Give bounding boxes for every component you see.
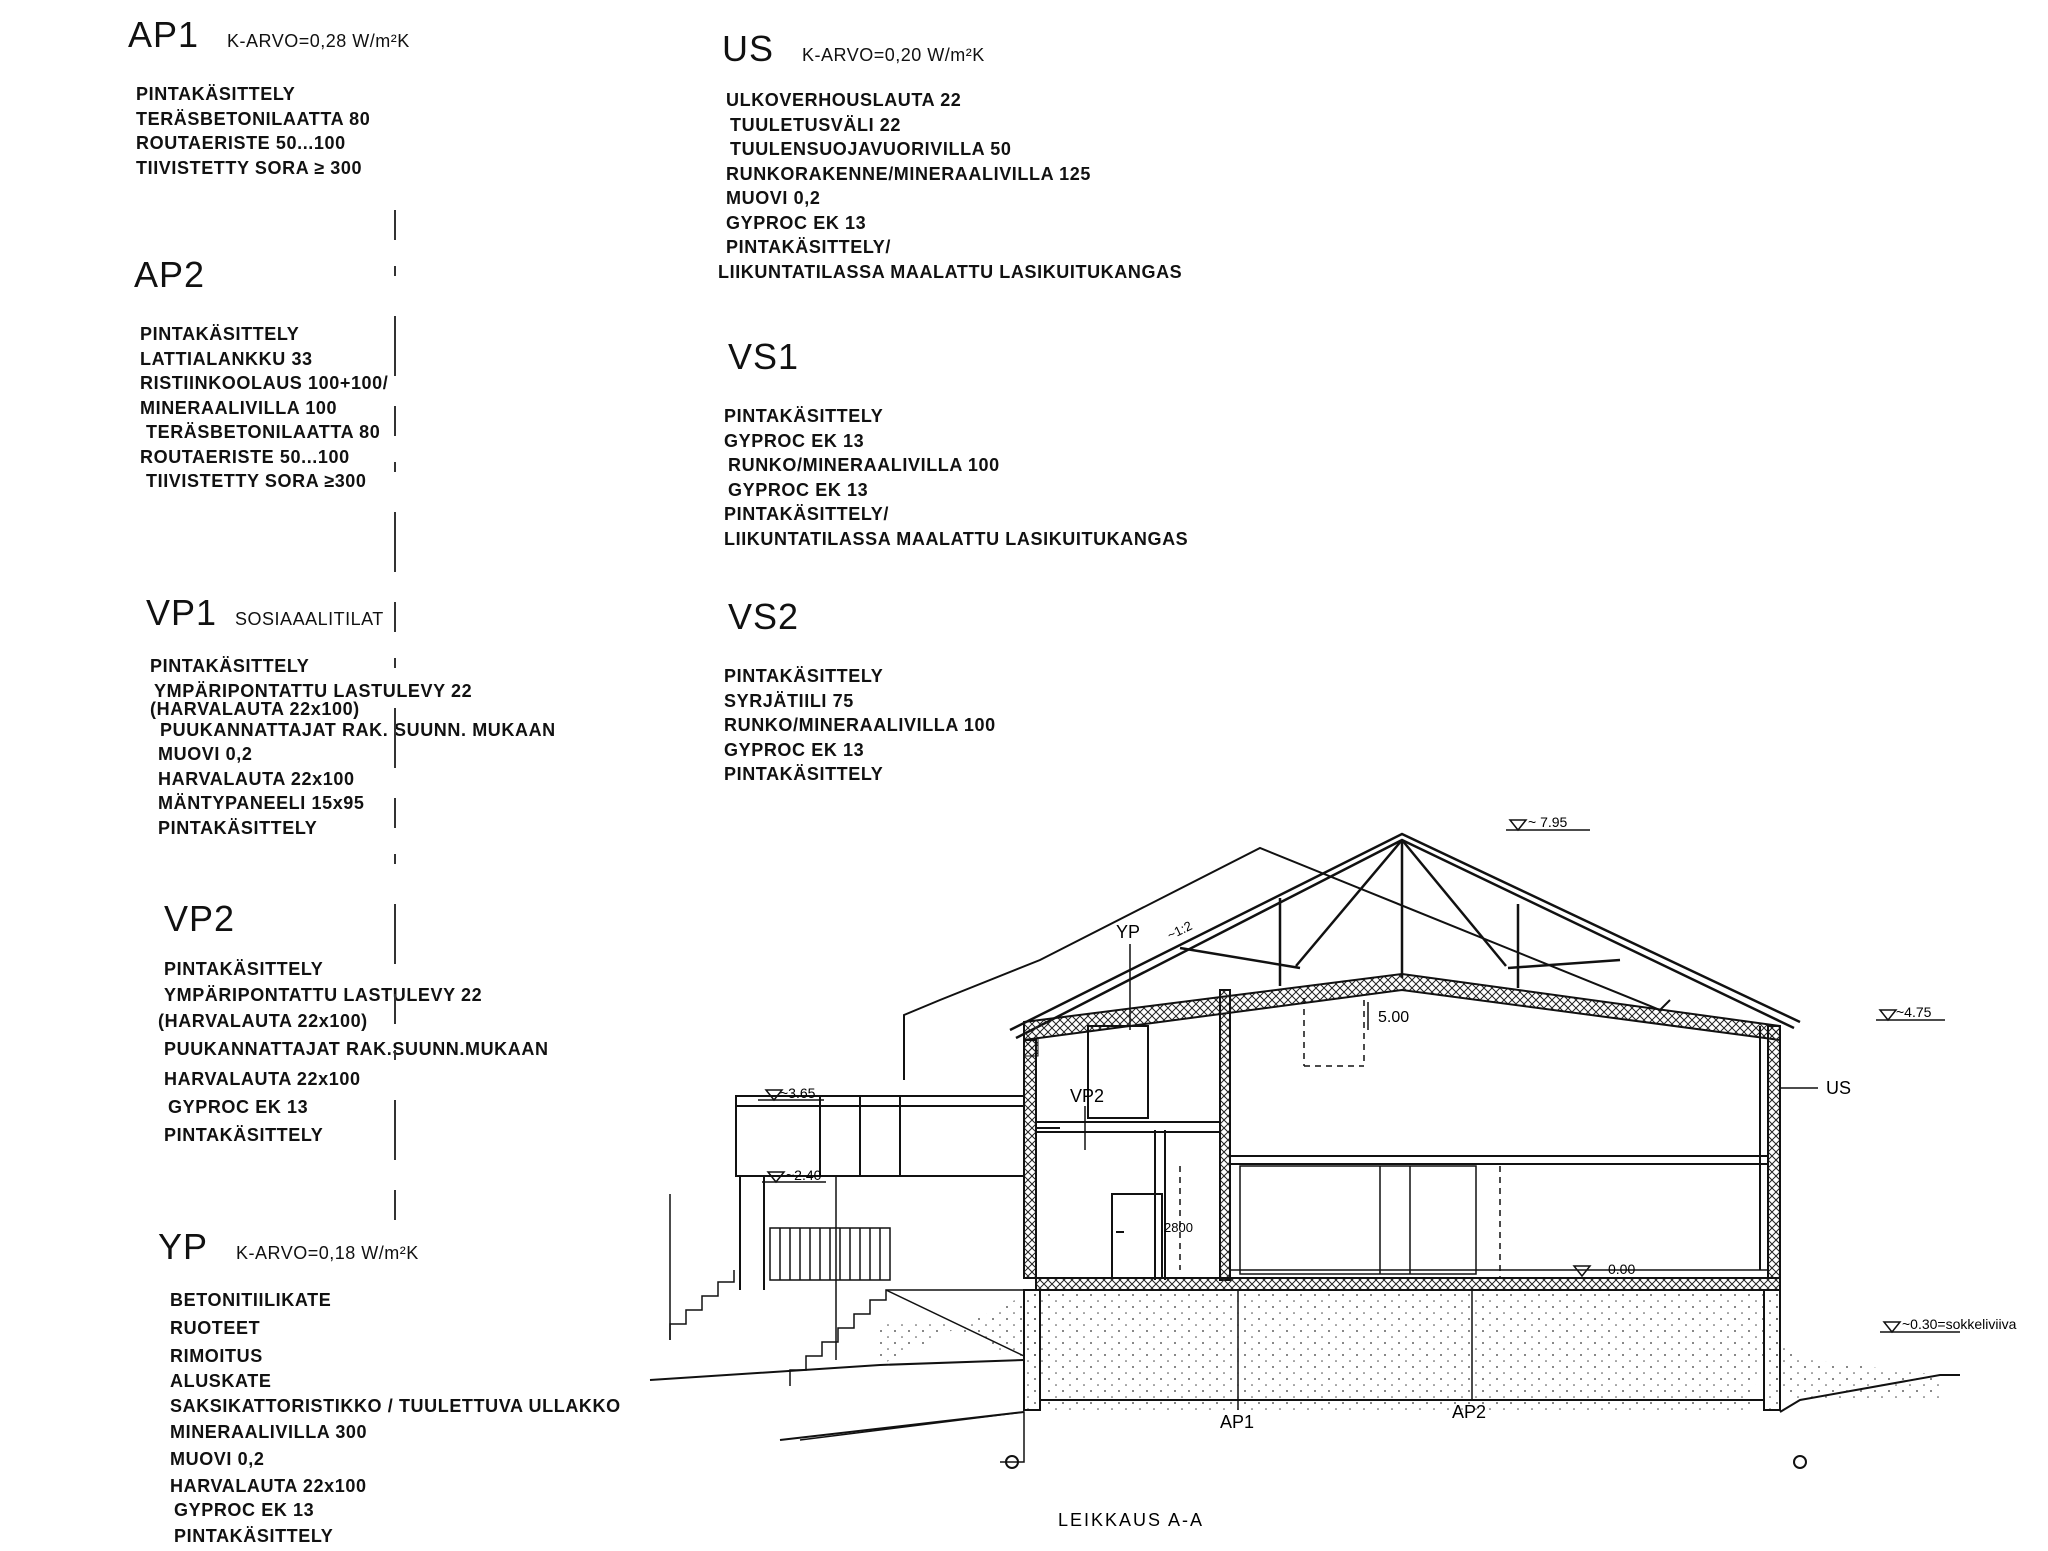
layer-line: (HARVALAUTA 22x100): [150, 699, 360, 719]
k-value: K-ARVO=0,18 W/m²K: [236, 1243, 419, 1263]
layer-list: [170, 1286, 621, 1551]
level-eave-text: ~4.75: [1896, 1004, 1932, 1020]
block-vs1: [724, 336, 1189, 551]
layer-list: [136, 82, 410, 180]
layer-line: YMPÄRIPONTATTU LASTULEVY 22: [154, 680, 473, 701]
layer-line: PINTAKÄSITTELY: [136, 84, 296, 104]
block-code: YP: [158, 1226, 209, 1267]
layer-line: RUOTEET: [170, 1318, 261, 1338]
layer-line: RUNKO/MINERAALIVILLA 100: [724, 715, 996, 735]
large-window: [1240, 1166, 1476, 1274]
layer-line: MUOVI 0,2: [158, 744, 253, 764]
block-ap1: [128, 14, 410, 180]
layer-line: SAKSIKATTORISTIKKO / TUULETTUVA ULLAKKO: [170, 1396, 621, 1416]
layer-line: MINERAALIVILLA 300: [170, 1422, 368, 1442]
block-code: AP1: [128, 14, 200, 55]
interior-wall-1: [1220, 990, 1230, 1280]
layer-line: HARVALAUTA 22x100: [164, 1069, 361, 1089]
building-section: [640, 800, 2017, 1540]
layer-line: PINTAKÄSITTELY: [140, 324, 300, 344]
label-yp: YP: [1116, 922, 1141, 942]
column-divider: [385, 210, 405, 1220]
block-vp1: [146, 592, 556, 840]
layer-line: TUULENSUOJAVUORIVILLA 50: [730, 139, 1012, 159]
layer-line: ALUSKATE: [170, 1371, 272, 1391]
layer-line: YMPÄRIPONTATTU LASTULEVY 22: [164, 985, 483, 1005]
level-mark-ridge: [1506, 814, 1590, 830]
level-floor-text: 0.00: [1608, 1261, 1636, 1277]
block-code: AP2: [134, 254, 206, 295]
layer-line: (HARVALAUTA 22x100): [158, 1011, 368, 1031]
layer-line: MÄNTYPANEELI 15x95: [158, 793, 365, 813]
drainage-left: [800, 1412, 1024, 1462]
layer-line: ULKOVERHOUSLAUTA 22: [726, 90, 962, 110]
level-ridge-text: ~ 7.95: [1528, 814, 1568, 830]
layer-line: MUOVI 0,2: [726, 188, 821, 208]
k-value: K-ARVO=0,20 W/m²K: [802, 45, 985, 65]
layer-list: [150, 654, 556, 840]
block-code: VS1: [728, 336, 800, 377]
label-vp2: VP2: [1070, 1086, 1105, 1106]
level-mark-eave: [1876, 1004, 1945, 1020]
left-footing: [1024, 1290, 1040, 1410]
layer-line: HARVALAUTA 22x100: [170, 1476, 367, 1496]
layer-line: PINTAKÄSITTELY: [724, 406, 884, 426]
level-mark-left-upper: [758, 1085, 824, 1101]
layer-line: PINTAKÄSITTELY/: [724, 504, 890, 524]
layer-line: PUUKANNATTAJAT RAK. SUUNN. MUKAAN: [160, 719, 556, 740]
layer-list: [140, 322, 388, 494]
layer-line: BETONITIILIKATE: [170, 1290, 332, 1310]
layer-line: GYPROC EK 13: [726, 212, 867, 233]
level-plinth-text: ~0.30=sokkeliviiva: [1902, 1316, 2017, 1332]
block-code: US: [722, 28, 775, 69]
block-code: VP2: [164, 898, 236, 939]
right-footing: [1764, 1290, 1780, 1410]
block-code: VS2: [728, 596, 800, 637]
layer-line: PUUKANNATTAJAT RAK.SUUNN.MUKAAN: [164, 1039, 549, 1059]
level-left-upper-text: ~3.65: [780, 1085, 816, 1101]
label-roof-slope: ~1:2: [1164, 917, 1195, 943]
layer-line: TUULETUSVÄLI 22: [730, 114, 902, 135]
layer-list: [718, 88, 1183, 284]
layer-line: PINTAKÄSITTELY/: [726, 237, 892, 257]
block-yp: [158, 1226, 621, 1551]
layer-line: RIMOITUS: [170, 1346, 263, 1366]
layer-line: RUNKORAKENNE/MINERAALIVILLA 125: [726, 163, 1091, 184]
label-ap2: AP2: [1452, 1402, 1487, 1422]
layer-line: TERÄSBETONILAATTA 80: [146, 422, 381, 442]
block-subtitle: SOSIAAALITILAT: [235, 609, 384, 629]
layer-line: PINTAKÄSITTELY: [724, 666, 884, 686]
layer-line: GYPROC EK 13: [724, 430, 865, 451]
layer-line: HARVALAUTA 22x100: [158, 768, 355, 789]
layer-line: PINTAKÄSITTELY: [724, 764, 884, 784]
layer-line: RISTIINKOOLAUS 100+100/: [140, 373, 389, 393]
intermediate-floor: [1036, 1122, 1220, 1132]
layer-line: PINTAKÄSITTELY: [164, 959, 324, 979]
layer-line: RUNKO/MINERAALIVILLA 100: [728, 455, 1000, 475]
layer-line: PINTAKÄSITTELY: [150, 656, 310, 676]
layer-line: TIIVISTETTY SORA ≥300: [146, 471, 367, 491]
layer-line: ROUTAERISTE 50...100: [140, 446, 350, 467]
block-ap2: [134, 254, 388, 494]
layer-list: [724, 404, 1188, 551]
layer-list: [724, 664, 996, 787]
layer-line: LATTIALANKKU 33: [140, 348, 313, 369]
label-us: US: [1826, 1078, 1852, 1098]
layer-line: TIIVISTETTY SORA ≥ 300: [136, 157, 363, 178]
block-vs2: [724, 596, 996, 787]
layer-line: GYPROC EK 13: [728, 479, 869, 500]
k-value: K-ARVO=0,28 W/m²K: [227, 31, 410, 51]
layer-line: ROUTAERISTE 50...100: [136, 133, 346, 153]
floor-slab: [1036, 1278, 1780, 1290]
layer-line: GYPROC EK 13: [174, 1500, 315, 1520]
label-room-height: 2800: [1164, 1220, 1193, 1235]
ceiling-insulation: [1024, 974, 1780, 1040]
label-ceiling-height: 5.00: [1378, 1009, 1410, 1026]
layer-line: GYPROC EK 13: [724, 739, 865, 760]
level-mark-plinth: [1880, 1316, 2017, 1332]
layer-line: TERÄSBETONILAATTA 80: [136, 108, 371, 129]
layer-line: SYRJÄTIILI 75: [724, 690, 854, 711]
layer-line: MINERAALIVILLA 100: [140, 397, 338, 418]
layer-line: LIIKUNTATILASSA MAALATTU LASIKUITUKANGAS: [718, 261, 1183, 282]
lower-railing: [770, 1228, 890, 1280]
layer-line: MUOVI 0,2: [170, 1449, 265, 1469]
layer-line: PINTAKÄSITTELY: [164, 1125, 324, 1145]
layer-line: LIIKUNTATILASSA MAALATTU LASIKUITUKANGAS: [724, 528, 1189, 549]
block-vp2: [158, 898, 549, 1150]
block-code: VP1: [146, 592, 218, 633]
layer-line: PINTAKÄSITTELY: [174, 1526, 334, 1546]
label-ap1: AP1: [1220, 1412, 1255, 1432]
section-title: LEIKKAUS A-A: [1058, 1510, 1205, 1530]
block-us: [718, 28, 1183, 284]
layer-line: GYPROC EK 13: [168, 1097, 309, 1117]
level-left-lower-text: ~2.40: [786, 1167, 822, 1183]
layer-list: [158, 956, 549, 1150]
left-wall: [1024, 1040, 1036, 1278]
right-wall: [1768, 1026, 1780, 1278]
layer-line: PINTAKÄSITTELY: [158, 817, 318, 838]
